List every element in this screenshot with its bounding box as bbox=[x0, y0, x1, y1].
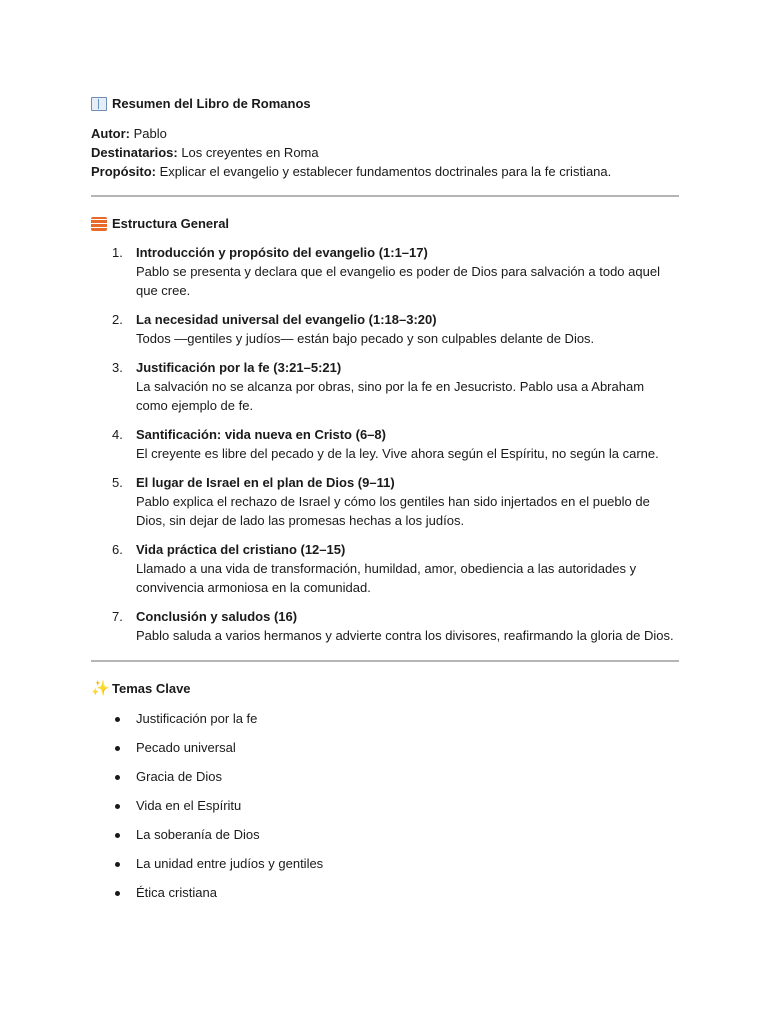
item-title: Conclusión y saludos (16) bbox=[136, 609, 298, 624]
list-item bbox=[91, 883, 679, 902]
list-item bbox=[91, 767, 679, 786]
item-title: El lugar de Israel en el plan de Dios (9–11) bbox=[136, 475, 395, 490]
item-description: Llamado a una vida de transformación, humildad, amor, obediencia a las autoridades y convivencia armoniosa en la comunidad. bbox=[136, 561, 637, 595]
list-item bbox=[91, 473, 679, 530]
theme-text: Gracia de Dios bbox=[136, 769, 222, 784]
item-description: Todos —gentiles y judíos— están bajo pecado y son culpables delante de Dios. bbox=[136, 331, 595, 346]
author-value: Pablo bbox=[130, 126, 167, 141]
theme-text: Vida en el Espíritu bbox=[136, 798, 242, 813]
author-line bbox=[91, 124, 679, 143]
theme-text: Ética cristiana bbox=[136, 885, 217, 900]
list-item bbox=[91, 310, 679, 348]
summary-meta bbox=[91, 124, 679, 181]
list-item bbox=[91, 607, 679, 645]
bullet-icon bbox=[115, 717, 120, 722]
item-title: La necesidad universal del evangelio (1:18–3:20) bbox=[136, 312, 437, 327]
bullet-icon bbox=[115, 833, 120, 838]
theme-text: La soberanía de Dios bbox=[136, 827, 260, 842]
recipients-value: Los creyentes en Roma bbox=[177, 145, 319, 160]
summary-heading bbox=[91, 94, 679, 113]
theme-text: La unidad entre judíos y gentiles bbox=[136, 856, 324, 871]
themes-list bbox=[91, 709, 679, 902]
bullet-icon bbox=[115, 862, 120, 867]
item-number: 2. bbox=[112, 312, 123, 327]
item-title: Vida práctica del cristiano (12–15) bbox=[136, 542, 346, 557]
item-number: 6. bbox=[112, 542, 123, 557]
sparkles-icon: ✨ bbox=[91, 679, 110, 697]
summary-title: Resumen del Libro de Romanos bbox=[112, 96, 311, 111]
bullet-icon bbox=[115, 775, 120, 780]
purpose-value: Explicar el evangelio y establecer fundamentos doctrinales para la fe cristiana. bbox=[156, 164, 612, 179]
item-description: La salvación no se alcanza por obras, sino por la fe en Jesucristo. Pablo usa a Abraham como ejemplo de fe. bbox=[136, 379, 645, 413]
purpose-label: Propósito: bbox=[91, 164, 156, 179]
item-number: 7. bbox=[112, 609, 123, 624]
structure-list bbox=[91, 243, 679, 645]
theme-text: Justificación por la fe bbox=[136, 711, 258, 726]
bullet-icon bbox=[115, 891, 120, 896]
list-item bbox=[91, 796, 679, 815]
list-item bbox=[91, 709, 679, 728]
purpose-line bbox=[91, 162, 679, 181]
item-number: 5. bbox=[112, 475, 123, 490]
item-description: El creyente es libre del pecado y de la ley. Vive ahora según el Espíritu, no según la carne. bbox=[136, 446, 659, 461]
divider bbox=[91, 195, 679, 197]
theme-text: Pecado universal bbox=[136, 740, 236, 755]
item-title: Justificación por la fe (3:21–5:21) bbox=[136, 360, 342, 375]
list-item bbox=[91, 358, 679, 415]
item-title: Santificación: vida nueva en Cristo (6–8) bbox=[136, 427, 386, 442]
item-number: 4. bbox=[112, 427, 123, 442]
list-item bbox=[91, 540, 679, 597]
item-title: Introducción y propósito del evangelio (1:1–17) bbox=[136, 245, 428, 260]
recipients-label: Destinatarios: bbox=[91, 145, 178, 160]
themes-heading bbox=[91, 679, 679, 698]
structure-title: Estructura General bbox=[112, 216, 230, 231]
author-label: Autor: bbox=[91, 126, 130, 141]
document-content bbox=[91, 94, 679, 912]
item-number: 1. bbox=[112, 245, 123, 260]
item-description: Pablo explica el rechazo de Israel y cómo los gentiles han sido injertados en el pueblo de Dios, sin dejar de lado las promesas hechas a los judíos. bbox=[136, 494, 650, 528]
list-item bbox=[91, 825, 679, 844]
item-number: 3. bbox=[112, 360, 123, 375]
item-description: Pablo saluda a varios hermanos y advierte contra los divisores, reafirmando la gloria de Dios. bbox=[136, 628, 674, 643]
bullet-icon bbox=[115, 746, 120, 751]
list-item bbox=[91, 425, 679, 463]
recipients-line bbox=[91, 143, 679, 162]
list-item bbox=[91, 243, 679, 300]
brick-icon bbox=[91, 217, 107, 231]
bullet-icon bbox=[115, 804, 120, 809]
open-book-icon bbox=[91, 97, 107, 111]
structure-heading bbox=[91, 214, 679, 233]
item-description: Pablo se presenta y declara que el evangelio es poder de Dios para salvación a todo aquel que cree. bbox=[136, 264, 660, 298]
list-item bbox=[91, 738, 679, 757]
list-item bbox=[91, 854, 679, 873]
divider bbox=[91, 660, 679, 662]
themes-title: Temas Clave bbox=[112, 681, 191, 696]
